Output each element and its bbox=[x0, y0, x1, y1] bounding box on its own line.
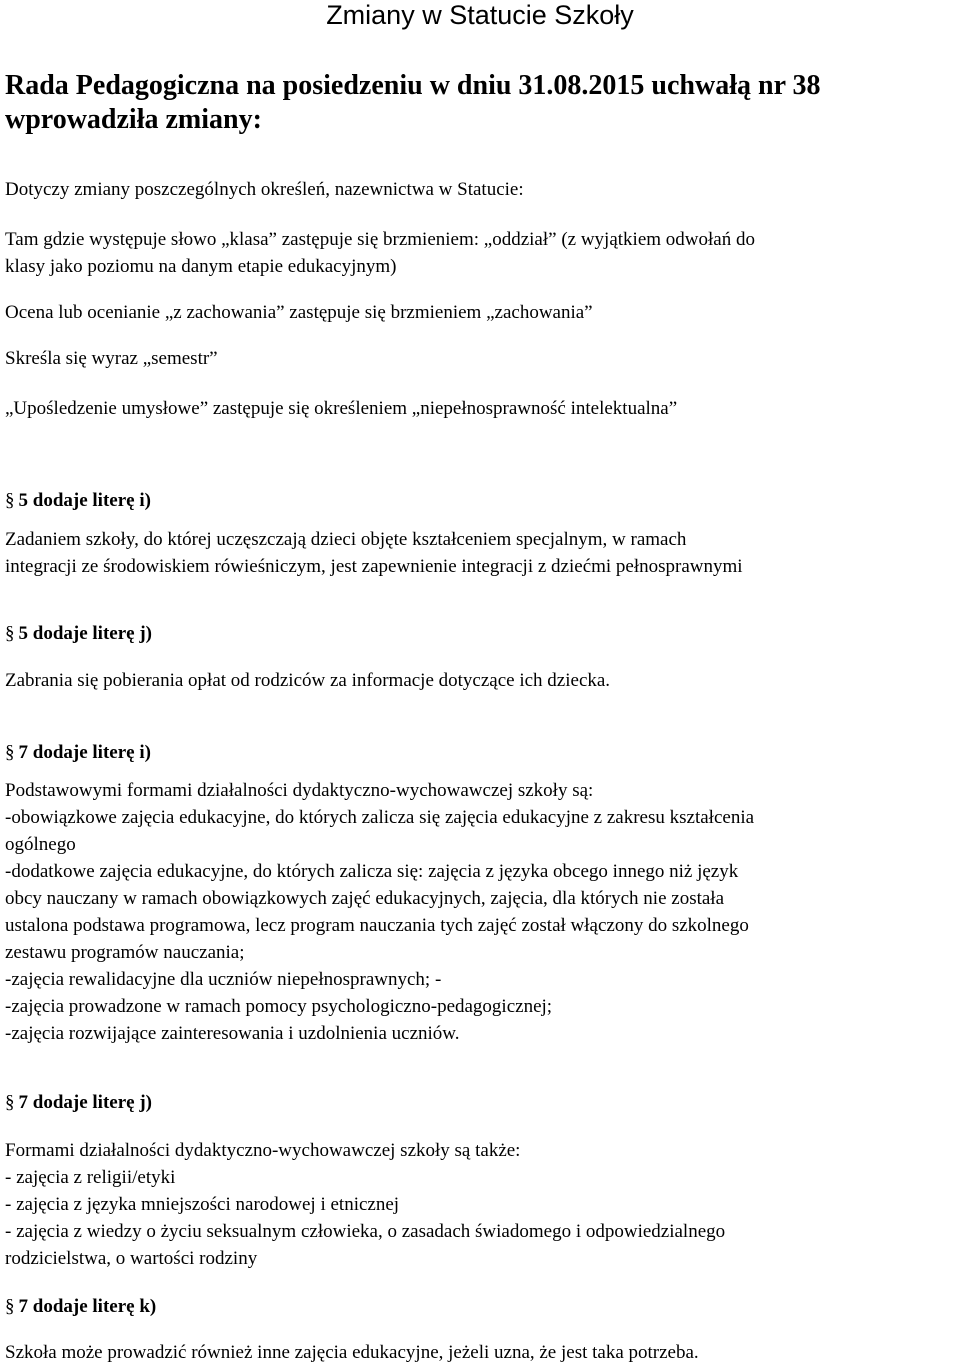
section-body bbox=[5, 1339, 960, 1366]
paragraph-line: Tam gdzie występuje słowo „klasa” zastępuje się brzmieniem: „oddział” (z wyjątkiem odwołań do bbox=[5, 229, 755, 250]
section-heading-text: 7 dodaje literę i) bbox=[18, 742, 151, 763]
section-heading-text: 5 dodaje literę j) bbox=[18, 623, 152, 644]
paragraph-line: rodzicielstwa, o wartości rodziny bbox=[5, 1248, 258, 1269]
section-body bbox=[5, 526, 960, 580]
section-body bbox=[5, 1137, 960, 1272]
resolution-heading bbox=[5, 69, 821, 137]
paragraph-line: Zabrania się pobierania opłat od rodziców za informacje dotyczące ich dziecka. bbox=[5, 670, 611, 691]
paragraph-line: Szkoła może prowadzić również inne zajęcia edukacyjne, jeżeli uzna, że jest taka potrzeba. bbox=[5, 1342, 699, 1363]
paragraph-line: integracji ze środowiskiem rówieśniczym, jest zapewnienie integracji z dziećmi pełnosprawnymi bbox=[5, 556, 743, 577]
section-symbol: § bbox=[5, 1296, 15, 1317]
paragraph-line: -obowiązkowe zajęcia edukacyjne, do których zalicza się zajęcia edukacyjne z zakresu kształcenia bbox=[5, 807, 755, 828]
paragraph-line: Zadaniem szkoły, do której uczęszczają dzieci objęte kształceniem specjalnym, w ramach bbox=[5, 529, 687, 550]
paragraph-line: zestawu programów nauczania; bbox=[5, 942, 245, 963]
section-heading bbox=[5, 620, 152, 647]
paragraph-line: -zajęcia prowadzone w ramach pomocy psychologiczno-pedagogicznej; bbox=[5, 996, 553, 1017]
change-semestr-paragraph: Skreśla się wyraz „semestr” bbox=[5, 348, 218, 369]
section-symbol: § bbox=[5, 490, 15, 511]
paragraph-line: obcy nauczany w ramach obowiązkowych zajęć edukacyjnych, zajęcia, dla których nie została bbox=[5, 888, 725, 909]
section-body bbox=[5, 777, 960, 1047]
section-heading-text: 7 dodaje literę k) bbox=[18, 1296, 157, 1317]
paragraph-line: Formami działalności dydaktyczno-wychowawczej szkoły są także: bbox=[5, 1140, 521, 1161]
section-heading bbox=[5, 1293, 156, 1320]
paragraph-line: klasy jako poziomu na danym etapie edukacyjnym) bbox=[5, 256, 397, 277]
section-heading bbox=[5, 739, 151, 766]
change-klasa-paragraph bbox=[5, 226, 960, 280]
document-title: Zmiany w Statucie Szkoły bbox=[326, 0, 634, 30]
change-uposledzenie-paragraph: „Upośledzenie umysłowe” zastępuje się określeniem „niepełnosprawność intelektualna” bbox=[5, 398, 678, 419]
paragraph-line: -zajęcia rozwijające zainteresowania i uzdolnienia uczniów. bbox=[5, 1023, 460, 1044]
intro-paragraph: Dotyczy zmiany poszczególnych określeń, nazewnictwa w Statucie: bbox=[5, 179, 524, 200]
section-symbol: § bbox=[5, 742, 15, 763]
resolution-heading-line: Rada Pedagogiczna na posiedzeniu w dniu 31.08.2015 uchwałą nr 38 bbox=[5, 70, 821, 101]
section-heading bbox=[5, 1089, 152, 1116]
section-symbol: § bbox=[5, 1092, 15, 1113]
section-heading-text: 5 dodaje literę i) bbox=[18, 490, 151, 511]
paragraph-line: - zajęcia z języka mniejszości narodowej i etnicznej bbox=[5, 1194, 400, 1215]
paragraph-line: -zajęcia rewalidacyjne dla uczniów niepełnosprawnych; - bbox=[5, 969, 442, 990]
paragraph-line: ogólnego bbox=[5, 834, 76, 855]
paragraph-line: - zajęcia z religii/etyki bbox=[5, 1167, 176, 1188]
section-heading bbox=[5, 487, 151, 514]
change-zachowanie-paragraph: Ocena lub ocenianie „z zachowania” zastępuje się brzmieniem „zachowania” bbox=[5, 302, 593, 323]
paragraph-line: - zajęcia z wiedzy o życiu seksualnym człowieka, o zasadach świadomego i odpowiedzialnego bbox=[5, 1221, 726, 1242]
section-heading-text: 7 dodaje literę j) bbox=[18, 1092, 152, 1113]
paragraph-line: -dodatkowe zajęcia edukacyjne, do których zalicza się: zajęcia z języka obcego innego niż język bbox=[5, 861, 739, 882]
section-symbol: § bbox=[5, 623, 15, 644]
paragraph-line: Podstawowymi formami działalności dydaktyczno-wychowawczej szkoły są: bbox=[5, 780, 594, 801]
paragraph-line: ustalona podstawa programowa, lecz program nauczania tych zajęć został włączony do szkolnego bbox=[5, 915, 749, 936]
resolution-heading-line: wprowadziła zmiany: bbox=[5, 104, 262, 135]
section-body bbox=[5, 667, 960, 694]
